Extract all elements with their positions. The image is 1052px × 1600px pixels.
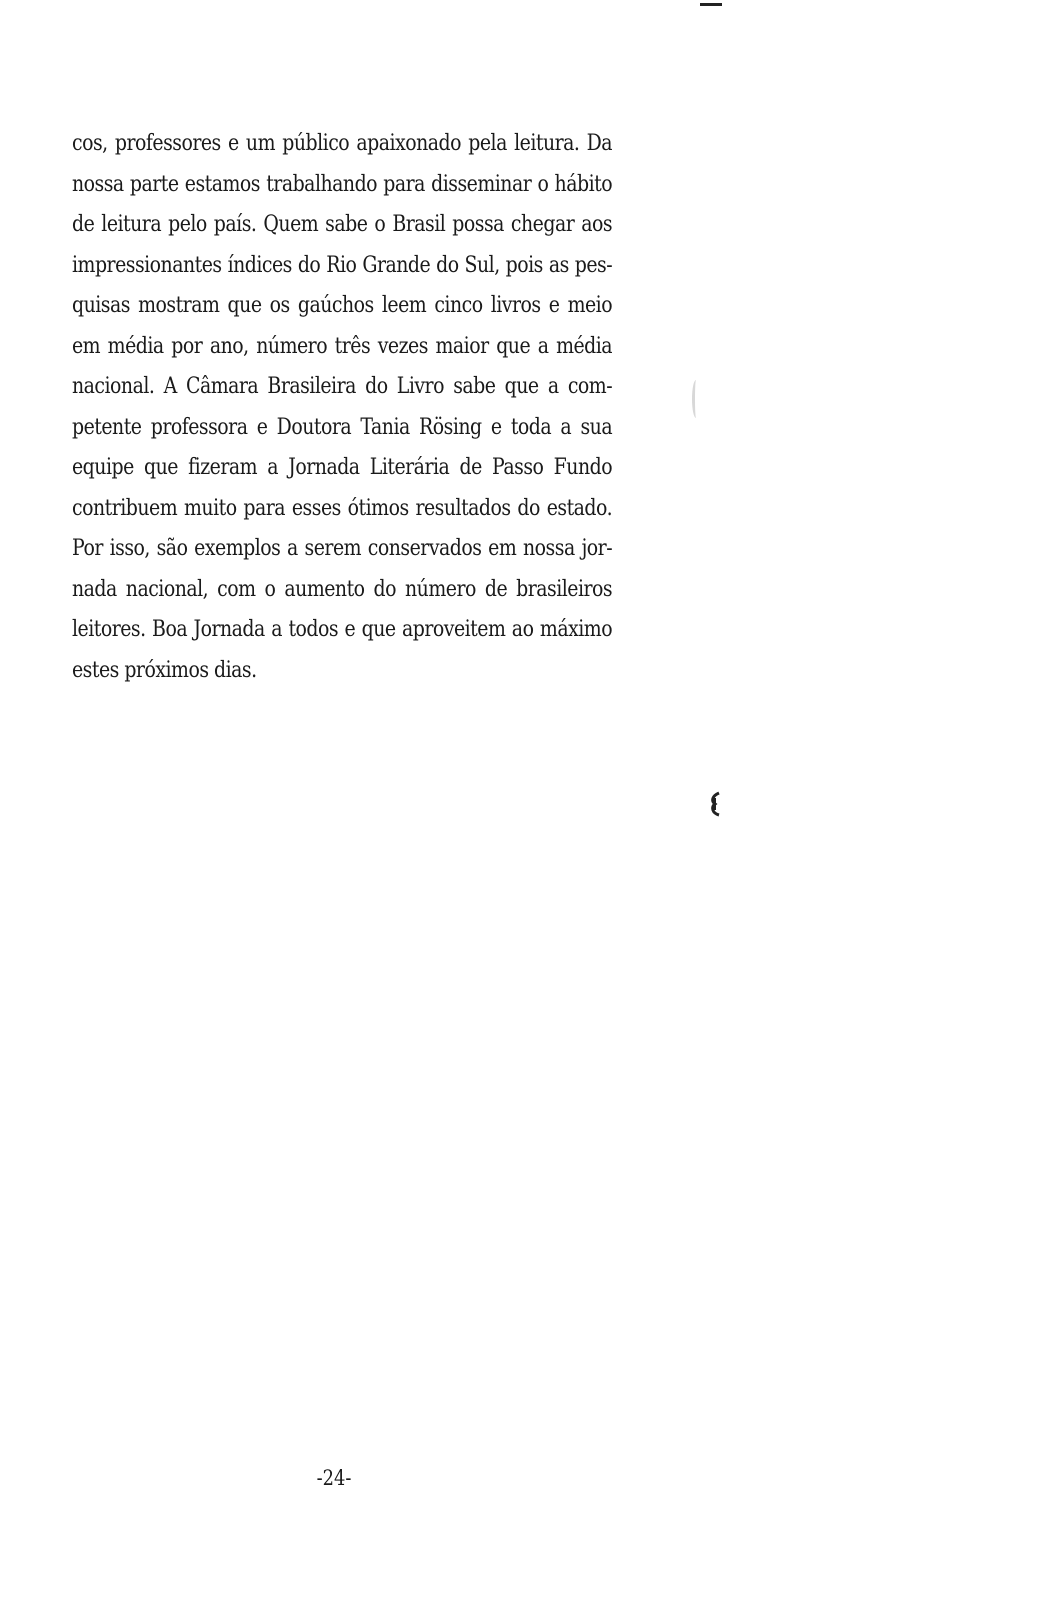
body-text [72,124,612,691]
text-line: Por isso, são exemplos a serem conservados em nossa jor- [72,536,613,561]
text-line: leitores. Boa Jornada a todos e que aproveitem ao máximo [72,617,613,642]
text-line: impressionantes índices do Rio Grande do Sul, pois as pes- [72,252,613,278]
text-line: equipe que fizeram a Jornada Literária de Passo Fundo [72,455,613,480]
text-line: nada nacional, com o aumento do número de brasileiros [72,576,613,602]
text-line: nacional. A Câmara Brasileira do Livro sabe que a com- [72,374,613,399]
scan-dash-mark [700,3,722,6]
text-line: estes próximos dias. [72,657,257,683]
text-line: petente professora e Doutora Tania Rösing e toda a sua [72,414,613,440]
text-line: em média por ano, número três vezes maior que a média [72,333,613,359]
text-line: quisas mostram que os gaúchos leem cinco livros e meio [72,293,613,318]
text-line: contribuem muito para esses ótimos resultados do estado. [72,495,613,521]
text-line: cos, professores e um público apaixonado pela leitura. Da [72,131,613,156]
page-number: -24- [316,1466,352,1490]
text-line: de leitura pelo país. Quem sabe o Brasil possa chegar aos [72,212,613,237]
scan-bracket-artifact [708,791,722,817]
scan-margin-artifact [692,380,700,418]
text-line: nossa parte estamos trabalhando para disseminar o hábito [72,171,613,197]
